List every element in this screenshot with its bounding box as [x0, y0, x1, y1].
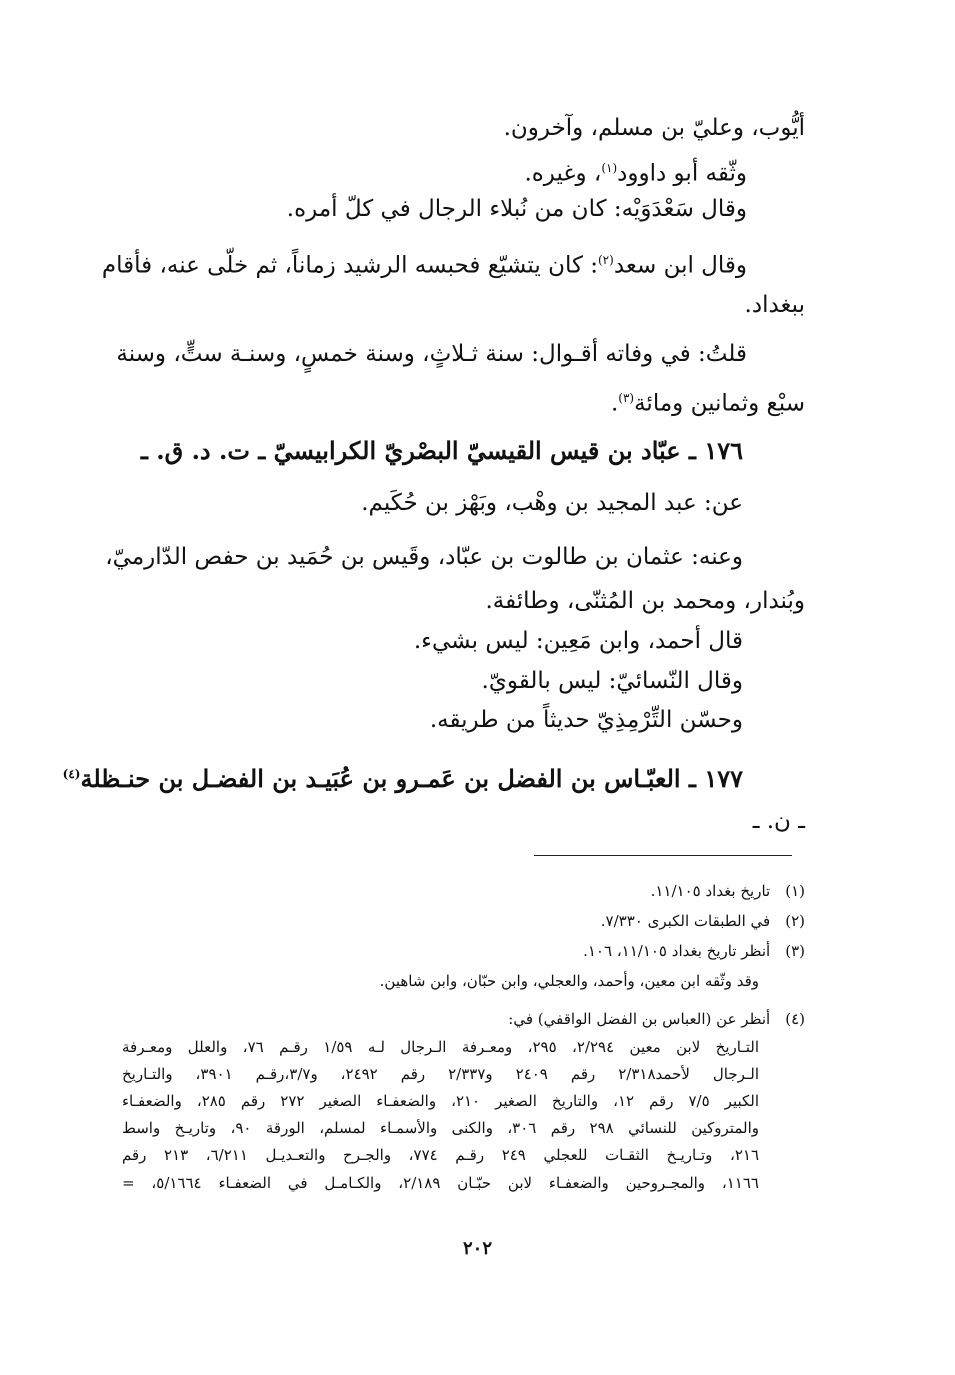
text-line-11: قال أحمد، وابن مَعِين: ليس بشيء.: [413, 628, 743, 654]
text-line-7: [611, 383, 805, 419]
entry-heading-177: [63, 759, 743, 794]
footnote-2: [601, 910, 805, 932]
text-line-5: ببغداد.: [744, 292, 805, 318]
footnote-4-line-1: التـاريخ لابن معين ٢/٢٩٤، ٢٩٥، ومعـرفة الـرجال لـه ١/٥٩ رقـم ٧٦، والعلل ومعـرفة: [122, 1038, 760, 1056]
text-segment: .: [610, 390, 619, 417]
text-line-14: ـ ن. ـ: [752, 808, 805, 834]
footnote-4: [508, 1008, 805, 1030]
footnote-4-line-4: والمتروكين للنسائي ٢٩٨ رقم ٣٠٦، والكنى والأسمـاء لمسلم، الورقة ٩٠، وتاريـخ واسط: [122, 1119, 759, 1137]
page-number: ٢٠٢: [462, 1238, 492, 1259]
text-line-9: وعنه: عثمان بن طالوت بن عبّاد، وقَيس بن حُمَيد بن حفص الدّارميّ،: [105, 544, 743, 570]
text-line-3: وقال سَعْدَوَيْه: كان من نُبلاء الرجال في كلّ أمره.: [286, 196, 747, 222]
footnote-ref-1[interactable]: (١): [601, 161, 618, 175]
footnote-text: أنظر عن (العباس بن الفضل الواقفي) في:: [508, 1010, 771, 1028]
text-segment: : كان يتشيّع فحبسه الرشيد زماناً، ثم خلّى عنه، فأقام: [101, 252, 598, 279]
text-line-4: [101, 245, 747, 281]
text-line-8: عن: عبد المجيد بن وهْب، وبَهْز بن حُكَيم.: [361, 490, 743, 516]
footnote-3: [583, 940, 805, 962]
footnote-text: في الطبقات الكبرى ٧/٣٣٠.: [600, 912, 771, 930]
footnote-number: (١): [785, 882, 805, 900]
text-segment: ، وغيره.: [524, 160, 602, 187]
entry-heading-176: ١٧٦ ـ عبّاد بن قيس القيسيّ البصْريّ الكرابيسيّ ـ ت. د. ق. ـ: [140, 436, 743, 465]
footnote-separator: [534, 855, 792, 856]
text-line-10: وبُندار، ومحمد بن المُثنّى، وطائفة.: [485, 588, 805, 614]
heading-segment: ١٧٧ ـ العبّـاس بن الفضل بن عَمـرو بن عُبَيـد بن الفضـل بن حنـظلة: [80, 764, 743, 793]
text-segment: وقال ابن سعد: [613, 252, 747, 279]
footnote-number: (٢): [785, 912, 805, 930]
footnote-text: أنظر تاريخ بغداد ١١/١٠٥، ١٠٦.: [583, 942, 771, 960]
footnote-1: [651, 880, 805, 902]
text-line-2: [524, 153, 747, 189]
footnote-ref-3[interactable]: (٣): [618, 391, 635, 405]
footnote-number: (٤): [785, 1010, 805, 1028]
footnote-number: (٣): [785, 942, 805, 960]
footnote-4-line-6: ١١٦٦، والمجـروحين والضعفـاء لابن حبّـان ٢/١٨٩، والكـامـل في الضعفـاء ٥/١٦٦٤، =: [122, 1174, 759, 1192]
footnote-ref-2[interactable]: (٢): [597, 253, 614, 267]
footnote-4-line-5: ٢١٦، وتـاريـخ الثقـات للعجلي ٢٤٩ رقـم ٧٧٤، والجـرح والتعـديـل ٦/٢١١، ٢١٣ رقم: [122, 1146, 760, 1164]
text-segment: سبْع وثمانين ومائة: [634, 390, 805, 417]
footnote-3-continued: وقد وثّقه ابن معين، وأحمد، والعجلي، وابن حبّان، وابن شاهين.: [379, 972, 759, 990]
text-segment: وثّقه أبو داوود: [617, 160, 747, 187]
footnote-text: تاريخ بغداد ١١/١٠٥.: [650, 882, 771, 900]
text-line-13: وحسّن التِّرْمِذِيّ حديثاً من طريقه.: [429, 707, 743, 733]
footnote-4-line-2: الـرجال لأحمد٢/٣١٨ رقم ٢٤٠٩ و٢/٣٣٧ رقم ٢٤٩٢، و٣/٧،رقـم ٣٩٠١، والتـاريخ: [122, 1065, 760, 1083]
text-line-12: وقال النّسائيّ: ليس بالقويّ.: [481, 668, 743, 694]
text-line-1: أيُّوب، وعليّ بن مسلم، وآخرون.: [503, 115, 805, 141]
text-line-6: قلتُ: في وفاته أقـوال: سنة ثـلاثٍ، وسنة خمسٍ، وسنـة ستٍّ، وسنة: [116, 341, 747, 367]
footnote-4-line-3: الكبير ٧/٥ رقم ١٢، والتاريخ الصغير ٢١٠، والضعفـاء الصغير ٢٧٢ رقم ٢٨٥، والضعفـاء: [122, 1092, 760, 1110]
footnote-ref-4[interactable]: (٤): [62, 767, 81, 781]
